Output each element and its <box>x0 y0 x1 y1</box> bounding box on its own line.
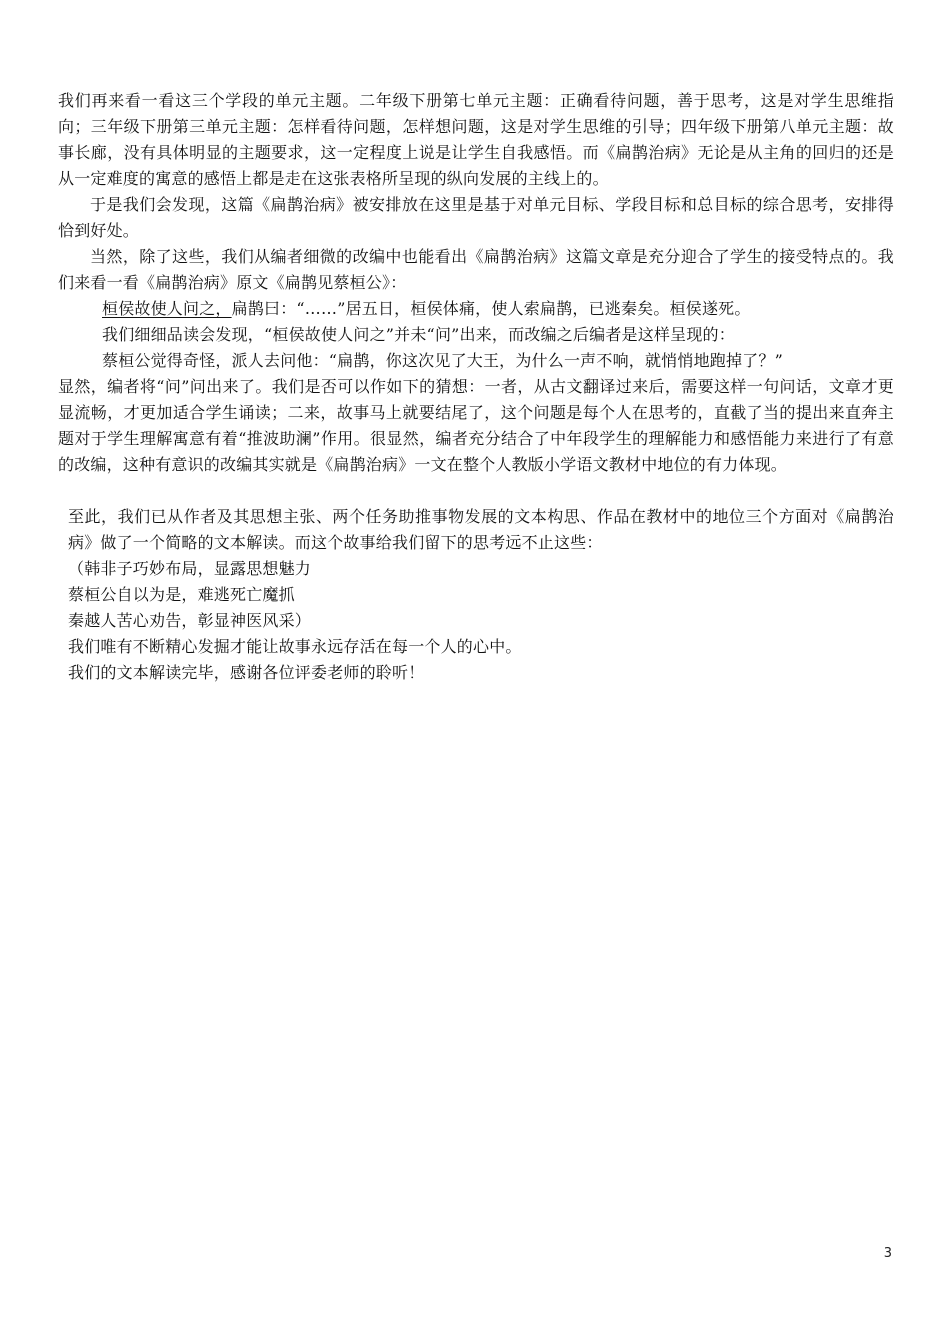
paragraph-adapted-text: 蔡桓公觉得奇怪，派人去问他：“扁鹊，你这次见了大王，为什么一声不响，就悄悄地跑掉了？” <box>102 351 783 370</box>
verse-line-1: （韩非子巧妙布局，显露思想魅力 <box>68 559 312 578</box>
underlined-quote: 桓侯故使人问之， <box>102 299 232 318</box>
paragraph-compare: 我们细细品读会发现，“桓侯故使人问之”并未“问”出来，而改编之后编者是这样呈现的： <box>102 325 735 344</box>
page-number: 3 <box>883 1246 892 1261</box>
closing-line-1: 我们唯有不断精心发掘才能让故事永远存活在每一个人的心中。 <box>68 637 522 656</box>
paragraph-arrangement: 于是我们会发现，这篇《扁鹊治病》被安排放在这里是基于对单元目标、学段目标和总目标的综合思考，安排得恰到好处。 <box>58 195 894 240</box>
document-body <box>58 88 894 686</box>
verse-line-2: 蔡桓公自以为是，难逃死亡魔抓 <box>68 585 295 604</box>
verse-line-3: 秦越人苦心劝告，彰显神医风采） <box>68 611 312 630</box>
paragraph-analysis: 显然，编者将“问”问出来了。我们是否可以作如下的猜想：一者，从古文翻译过来后，需要这样一句问话，文章才更显流畅，才更加适合学生诵读；二来，故事马上就要结尾了，这个问题是每个人在思考的，直截了当的提出来直奔主题对于学生理解寓意有着“推波助澜”作用。很显然，编者充分结合了中年段学生的理解能力和感悟能力来进行了有意的改编，这种有意识的改编其实就是《扁鹊治病》一文在整个人教版小学语文教材中地位的有力体现。 <box>58 377 894 474</box>
paragraph-unit-themes: 我们再来看一看这三个学段的单元主题。二年级下册第七单元主题：正确看待问题，善于思考，这是对学生思维指向；三年级下册第三单元主题：怎样看待问题，怎样想问题，这是对学生思维的引导；四年级下册第八单元主题：故事长廊，没有具体明显的主题要求，这一定程度上说是让学生自我感悟。而《扁鹊治病》无论是从主角的回归的还是从一定难度的寓意的感悟上都是走在这张表格所呈现的纵向发展的主线上的。 <box>58 91 894 188</box>
closing-line-2: 我们的文本解读完毕，感谢各位评委老师的聆听！ <box>68 663 425 682</box>
paragraph-original-quote <box>58 296 894 322</box>
conclusion-section <box>58 504 894 686</box>
paragraph-adaptation: 当然，除了这些，我们从编者细微的改编中也能看出《扁鹊治病》这篇文章是充分迎合了学生的接受特点的。我们来看一看《扁鹊治病》原文《扁鹊见蔡桓公》： <box>58 247 894 292</box>
spacer <box>58 478 894 504</box>
quote-rest: 扁鹊曰：“……”居五日，桓侯体痛，使人索扁鹊，已逃秦矣。桓侯遂死。 <box>231 299 751 318</box>
paragraph-conclusion: 至此，我们已从作者及其思想主张、两个任务助推事物发展的文本构思、作品在教材中的地位三个方面对《扁鹊治病》做了一个简略的文本解读。而这个故事给我们留下的思考远不止这些： <box>68 507 894 552</box>
